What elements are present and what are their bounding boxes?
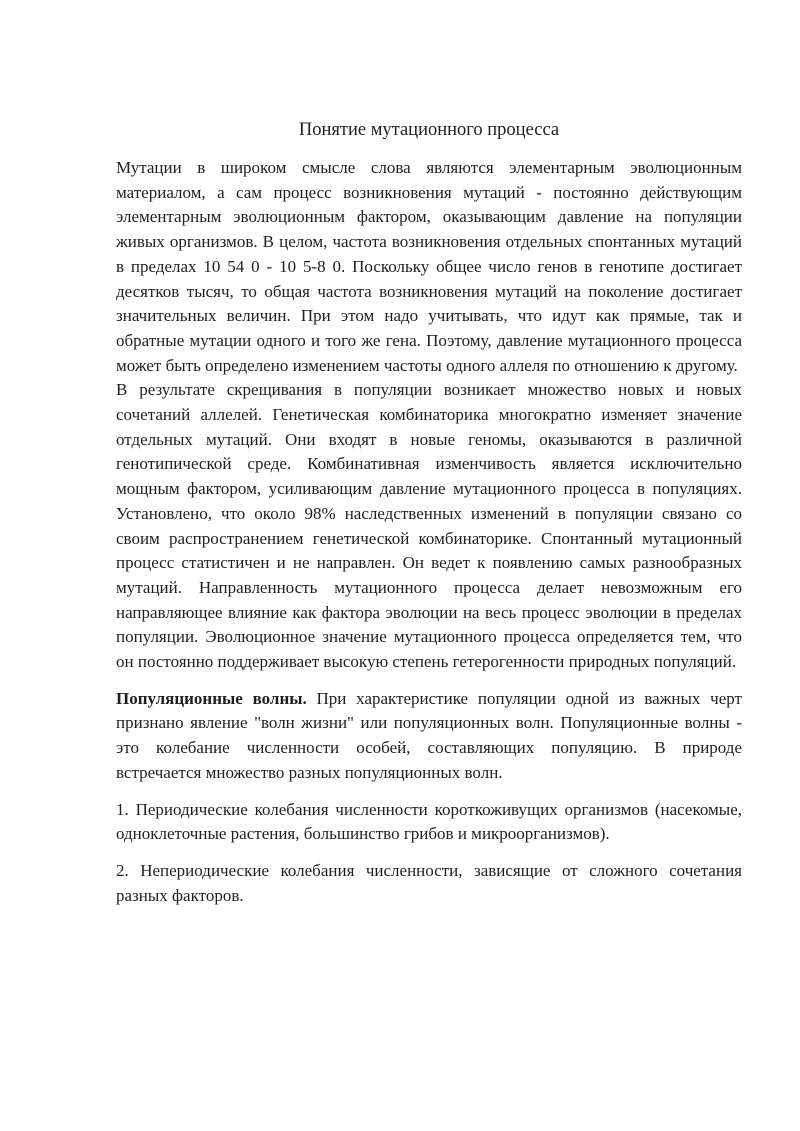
list-item-periodic: 1. Периодические колебания численности короткоживущих организмов (насекомые, одноклеточные растения, большинство грибов и микроорганизмов). bbox=[116, 799, 742, 844]
paragraph-crossing: В результате скрещивания в популяции возникает множество новых и новых сочетаний аллелей. Генетическая комбинаторика многократно изменяет значение отдельных мутаций. Они входят в новые геномы, оказываются в различной генотипической среде. Комбинативная изменчивость является исключительно мощным фактором, усиливающим давление мутационного процесса в популяциях. Установлено, что около 98% наследственных изменений в популяции связано со своим распространением генетической комбинаторике. Спонтанный мутационный процесс статистичен и не направлен. Он ведет к появлению самых разнообразных мутаций. Направленность мутационного процесса делает невозможным его направляющее влияние как фактора эволюции на весь процесс эволюции в пределах популяции. Эволюционное значение мутационного процесса определяется тем, что он постоянно поддерживает высокую степень гетерогенности природных популяций. bbox=[116, 380, 742, 672]
paragraph-mutations: Мутации в широком смысле слова являются элементарным эволюционным материалом, а сам процесс возникновения мутаций - постоянно действующим элементарным эволюционным фактором, оказывающим давление на популяции живых организмов. В целом, частота возникновения отдельных спонтанных мутаций в пределах 10 54 0 - 10 5-8 0. Поскольку общее число генов в генотипе достигает десятков тысяч, то общая частота возникновения мутаций на поколение достигает значительных величин. При этом надо учитывать, что идут как прямые, так и обратные мутации одного и того же гена. Поэтому, давление мутационного процесса может быть определено изменением частоты одного аллеля по отношению к другому. bbox=[116, 158, 742, 375]
paragraph-population-waves bbox=[116, 687, 742, 786]
list-item-nonperiodic: 2. Непериодические колебания численности, зависящие от сложного сочетания разных факторов. bbox=[116, 860, 742, 905]
document-title: Понятие мутационного процесса bbox=[298, 120, 560, 140]
population-waves-text: При характеристике популяции одной из важных черт признано явление "волн жизни" или популяционных волн. Популяционные волны - это колебание численности особей, составляющих популяцию. В природе встречается множество разных популяционных волн. bbox=[116, 688, 742, 782]
population-waves-heading: Популяционные волны. bbox=[116, 688, 307, 708]
document-page bbox=[116, 118, 742, 908]
